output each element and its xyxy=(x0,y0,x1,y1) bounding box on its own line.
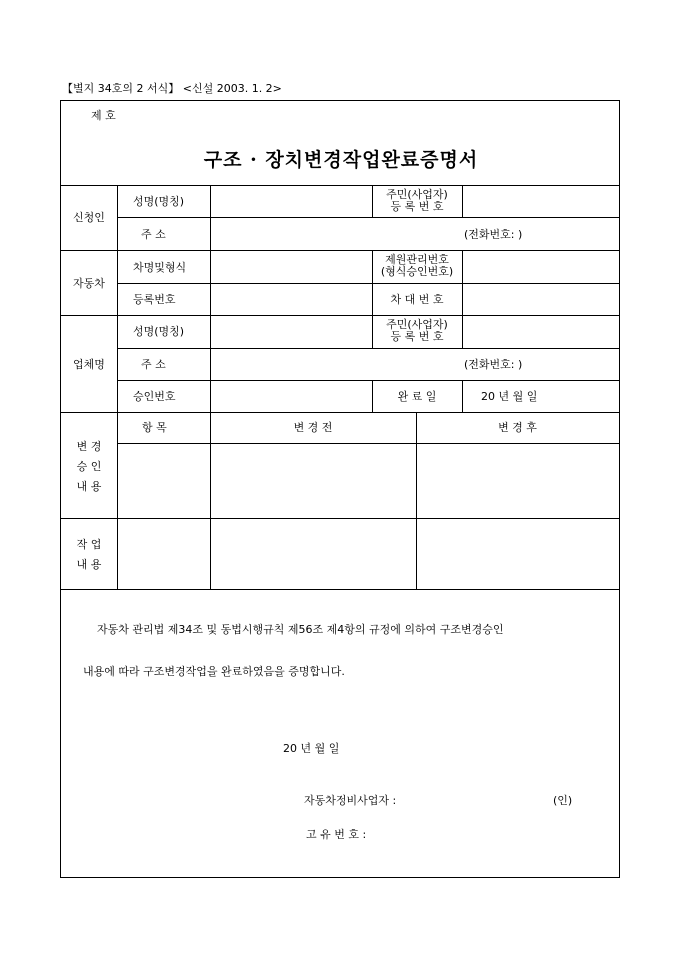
vehicle-section-label: 자동차 xyxy=(73,277,105,290)
business-name-label: 성명(명칭) xyxy=(133,325,185,338)
grid-line xyxy=(117,443,619,444)
grid-line xyxy=(61,518,619,519)
grid-line xyxy=(61,589,619,590)
item-column-header: 항 목 xyxy=(142,421,167,434)
vehicle-chassis-label: 차 대 번 호 xyxy=(390,293,444,306)
unique-id-label: 고 유 번 호 : xyxy=(306,828,367,841)
before-change-header: 변 경 전 xyxy=(293,421,333,434)
grid-line xyxy=(61,250,619,251)
vehicle-model-label: 차명및형식 xyxy=(133,261,187,274)
seal-mark: (인) xyxy=(553,794,573,807)
grid-line xyxy=(117,283,619,284)
form-number-note: 【별지 34호의 2 서식】 <신설 2003. 1. 2> xyxy=(62,82,282,95)
applicant-address-label: 주 소 xyxy=(141,228,166,241)
business-operator-label: 자동차정비사업자 : xyxy=(304,794,397,807)
approval-number-label: 승인번호 xyxy=(133,390,176,403)
completion-date-label: 완 료 일 xyxy=(397,390,437,403)
applicant-section-label: 신청인 xyxy=(73,211,105,224)
grid-line xyxy=(117,380,619,381)
form-title: 구조 · 장치변경작업완료증명서 xyxy=(203,149,479,171)
business-address-label: 주 소 xyxy=(141,358,166,371)
grid-line xyxy=(61,315,619,316)
grid-line xyxy=(61,185,619,186)
grid-line xyxy=(462,185,463,218)
certificate-form xyxy=(60,100,620,878)
work-section-label: 작 업 내 용 xyxy=(76,538,102,571)
grid-line xyxy=(117,348,619,349)
business-section-label: 업체명 xyxy=(73,358,105,371)
applicant-name-label: 성명(명칭) xyxy=(133,195,185,208)
grid-line xyxy=(117,217,619,218)
certificate-statement-line1: 자동차 관리법 제34조 및 동법시행규칙 제56조 제4항의 규정에 의하여 구조변경승인 xyxy=(97,623,504,636)
after-change-header: 변 경 후 xyxy=(498,421,537,434)
applicant-phone-label: (전화번호: ) xyxy=(464,228,523,241)
grid-line xyxy=(462,380,463,412)
certificate-date: 20 년 월 일 xyxy=(283,742,340,755)
certificate-statement-line2: 내용에 따라 구조변경작업을 완료하였음을 증명합니다. xyxy=(83,665,345,678)
grid-line xyxy=(61,412,619,413)
document-number-label: 제 호 xyxy=(91,109,116,122)
vehicle-spec-number-label: 제원관리번호 (형식승인번호) xyxy=(380,253,454,278)
applicant-id-label: 주민(사업자) 등 록 번 호 xyxy=(386,188,448,213)
grid-line xyxy=(117,185,118,589)
change-section-label: 변 경 승 인 내 용 xyxy=(76,440,102,493)
business-phone-label: (전화번호: ) xyxy=(464,358,523,371)
grid-line xyxy=(210,185,211,589)
grid-line xyxy=(462,315,463,348)
grid-line xyxy=(416,412,417,589)
business-id-label: 주민(사업자) 등 록 번 호 xyxy=(386,318,448,343)
vehicle-registration-label: 등록번호 xyxy=(133,293,176,306)
completion-date-value: 20 년 월 일 xyxy=(481,390,538,403)
grid-line xyxy=(462,250,463,315)
